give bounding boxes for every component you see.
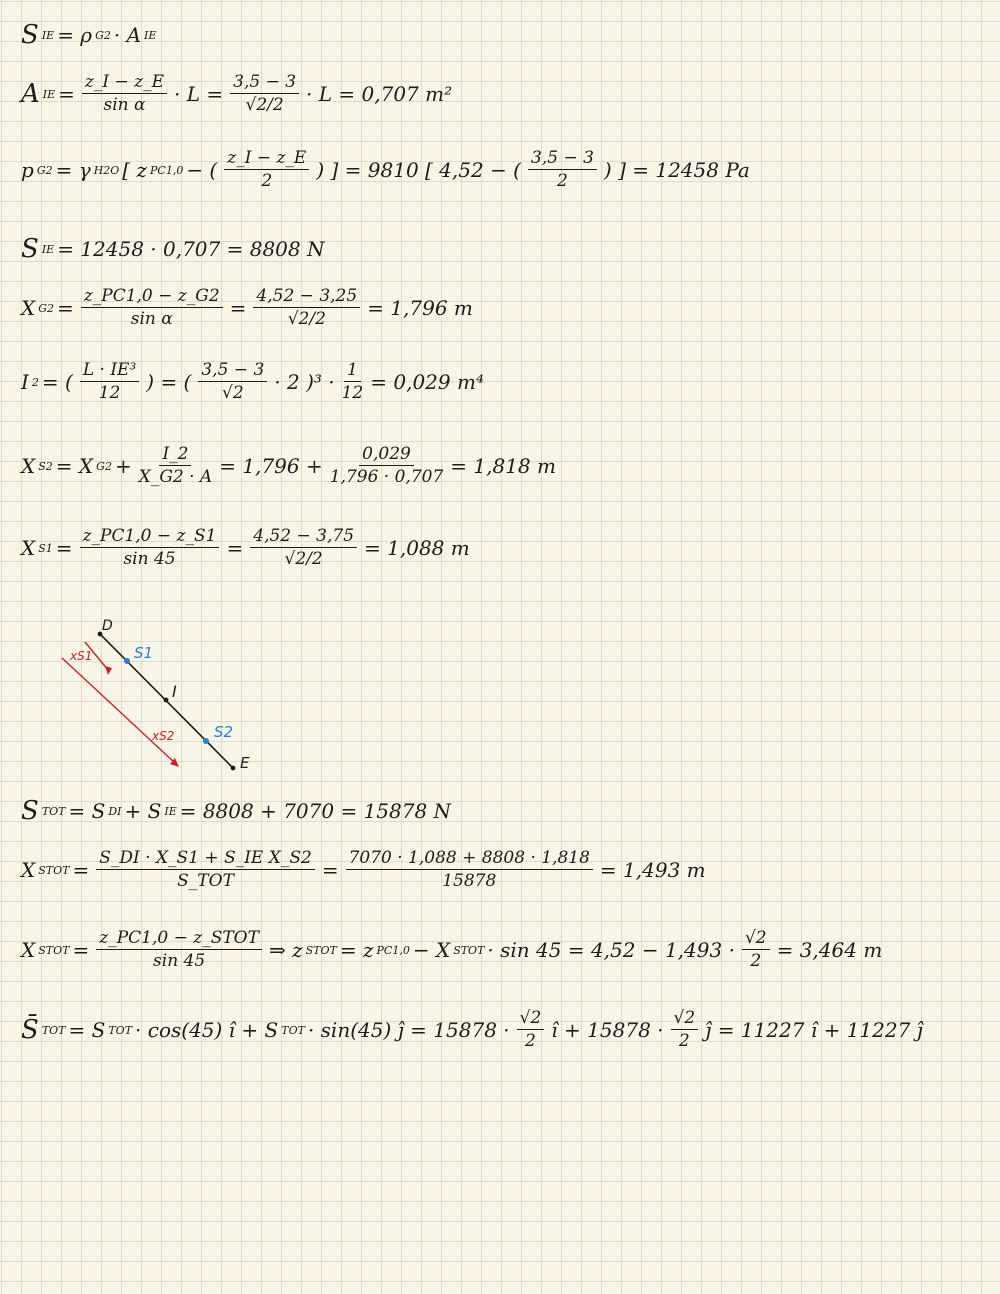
- denominator: sin 45: [123, 549, 176, 569]
- fraction: [342, 362, 364, 402]
- fraction: [81, 288, 223, 328]
- numerator: z_PC1,0 − z_G2: [81, 288, 223, 308]
- fraction: [517, 1010, 545, 1050]
- math-text: · sin 45 = 4,52 − 1,493 ·: [487, 938, 735, 962]
- numerator: √2: [517, 1010, 545, 1030]
- label-s1: S1: [134, 644, 154, 662]
- math-text: = 8808 + 7070 = 15878 N: [179, 799, 452, 823]
- denominator: sin α: [103, 95, 146, 115]
- denominator: √2/2: [284, 549, 323, 569]
- fraction: [198, 362, 267, 402]
- math-text: − X: [412, 938, 451, 962]
- subscript: G2: [96, 459, 112, 473]
- math-text: · 2 )³ ·: [274, 370, 335, 394]
- numerator: z_I − z_E: [82, 74, 167, 94]
- subscript: IE: [41, 242, 55, 256]
- math-text: X: [21, 536, 36, 560]
- math-text: =: [55, 536, 73, 560]
- math-text: = 3,464 m: [776, 938, 883, 962]
- math-text: = S: [68, 1018, 106, 1042]
- fraction: [253, 288, 360, 328]
- subscript: IE: [144, 28, 157, 42]
- equation-line: [18, 850, 709, 890]
- equation-line: [18, 930, 885, 970]
- math-text: X: [21, 454, 36, 478]
- math-text: = 12458 · 0,707 = 8808 N: [57, 237, 325, 261]
- math-text: ĵ = 11227 î + 11227 ĵ: [705, 1018, 923, 1042]
- label-xs1: xS1: [70, 649, 93, 663]
- fraction: [230, 74, 299, 114]
- denominator: 2: [557, 171, 568, 191]
- numerator: 3,5 − 3: [198, 362, 267, 382]
- numerator: z_PC1,0 − z_STOT: [96, 930, 262, 950]
- math-text: =: [229, 296, 247, 320]
- math-text: ⇒ z: [268, 938, 303, 962]
- equation-line: [18, 150, 753, 190]
- equation-line: [18, 362, 487, 402]
- fraction: [330, 446, 444, 486]
- equation-line: [18, 446, 559, 486]
- subscript: TOT: [281, 1023, 305, 1037]
- point-e: [231, 766, 236, 771]
- math-text: = z: [339, 938, 374, 962]
- arrow-xs1-head: [105, 666, 112, 675]
- subscript: STOT: [38, 943, 70, 957]
- math-text: = S: [68, 799, 106, 823]
- math-text: =: [58, 82, 75, 106]
- denominator: √2: [221, 383, 244, 403]
- fraction: [96, 850, 315, 890]
- math-text: · cos(45) î + S: [135, 1018, 279, 1042]
- math-text: S̄: [21, 1015, 39, 1045]
- numerator: 3,5 − 3: [230, 74, 299, 94]
- fraction: [139, 446, 213, 486]
- denominator: √2/2: [245, 95, 284, 115]
- plane-diagram-svg: [50, 600, 270, 785]
- fraction: [528, 150, 597, 190]
- subscript: IE: [164, 804, 177, 818]
- denominator: 12: [98, 383, 121, 403]
- label-e: E: [240, 754, 250, 772]
- fraction: [346, 850, 593, 890]
- subscript: DI: [108, 804, 122, 818]
- fraction: [80, 362, 139, 402]
- denominator: 2: [678, 1031, 690, 1051]
- math-text: X: [21, 296, 36, 320]
- label-d: D: [102, 618, 113, 634]
- numerator: 4,52 − 3,75: [250, 528, 357, 548]
- math-text: = X: [55, 454, 94, 478]
- math-text: = ρ: [57, 23, 93, 47]
- denominator: sin α: [130, 309, 173, 329]
- numerator: 7070 · 1,088 + 8808 · 1,818: [346, 850, 593, 870]
- math-text: + S: [124, 799, 162, 823]
- numerator: L · IE³: [80, 362, 139, 382]
- denominator: 2: [261, 171, 273, 191]
- denominator: √2/2: [287, 309, 326, 329]
- numerator: 0,029: [359, 446, 414, 466]
- plane-diagram: [50, 600, 270, 789]
- equation-line: [18, 74, 455, 114]
- math-text: ) ] = 9810 [ 4,52 − (: [316, 158, 521, 182]
- math-text: = 0,029 m⁴: [370, 370, 484, 394]
- denominator: 2: [525, 1031, 536, 1051]
- math-text: =: [72, 938, 90, 962]
- denominator: sin 45: [153, 951, 206, 971]
- subscript: TOT: [108, 1023, 133, 1037]
- subscript: G2: [95, 28, 111, 42]
- subscript: STOT: [38, 863, 70, 877]
- subscript: PC1,0: [376, 943, 410, 957]
- subscript: 2: [31, 375, 39, 389]
- numerator: S_DI · X_S1 + S_IE X_S2: [96, 850, 315, 870]
- math-text: =: [72, 858, 90, 882]
- equation-line: [18, 528, 473, 568]
- math-text: · A: [113, 23, 142, 47]
- denominator: 12: [341, 383, 364, 403]
- denominator: X_G2 · A: [138, 467, 213, 487]
- math-text: · L = 0,707 m²: [306, 82, 453, 106]
- denominator: S_TOT: [177, 871, 234, 891]
- fraction: [224, 150, 309, 190]
- fraction: [96, 930, 262, 970]
- numerator: √2: [671, 1010, 699, 1030]
- math-text: S: [21, 20, 39, 50]
- math-text: I: [21, 370, 29, 394]
- subscript: G2: [36, 163, 53, 177]
- numerator: 3,5 − 3: [528, 150, 597, 170]
- numerator: √2: [742, 930, 770, 950]
- math-text: · sin(45) ĵ = 15878 ·: [307, 1018, 510, 1042]
- math-text: = 1,796 +: [219, 454, 323, 478]
- math-text: =: [226, 536, 244, 560]
- math-text: = 1,493 m: [599, 858, 706, 882]
- fraction: [82, 74, 167, 114]
- math-text: ) ] = 12458 Pa: [603, 158, 750, 182]
- math-text: =: [57, 296, 74, 320]
- math-text: [ z: [122, 158, 147, 182]
- denominator: 2: [750, 951, 762, 971]
- math-text: X: [21, 858, 36, 882]
- arrow-xs2: [62, 658, 175, 763]
- subscript: STOT: [453, 943, 485, 957]
- math-text: · L =: [174, 82, 224, 106]
- label-xs2: xS2: [152, 729, 175, 743]
- math-text: − (: [186, 158, 218, 182]
- math-text: = 1,796 m: [367, 296, 473, 320]
- subscript: S2: [38, 459, 53, 473]
- numerator: I_2: [159, 446, 191, 466]
- subscript: S1: [38, 541, 53, 555]
- numerator: z_PC1,0 − z_S1: [80, 528, 220, 548]
- denominator: 1,796 · 0,707: [329, 467, 444, 487]
- math-text: î + 15878 ·: [551, 1018, 664, 1042]
- math-text: S: [21, 234, 39, 264]
- point-s1: [124, 658, 130, 664]
- math-text: p: [21, 158, 34, 182]
- math-text: = 1,088 m: [364, 536, 470, 560]
- denominator: 15878: [442, 871, 497, 891]
- point-i: [164, 698, 169, 703]
- equation-line: [18, 798, 454, 824]
- fraction: [671, 1010, 699, 1050]
- subscript: PC1,0: [150, 163, 184, 177]
- equation-line: [18, 1010, 926, 1050]
- numerator: 4,52 − 3,25: [253, 288, 360, 308]
- math-text: A: [21, 79, 40, 109]
- math-text: ) = (: [146, 370, 192, 394]
- fraction: [80, 528, 220, 568]
- subscript: IE: [41, 28, 55, 42]
- math-text: +: [114, 454, 132, 478]
- math-text: X: [21, 938, 36, 962]
- label-s2: S2: [214, 723, 234, 741]
- subscript: STOT: [305, 943, 337, 957]
- label-i: I: [172, 682, 177, 701]
- point-s2: [203, 738, 209, 744]
- math-text: S: [21, 796, 39, 826]
- math-text: = 1,818 m: [450, 454, 556, 478]
- fraction: [250, 528, 357, 568]
- subscript: TOT: [41, 1023, 66, 1037]
- equation-line: [18, 22, 156, 48]
- numerator: 1: [344, 362, 361, 382]
- subscript: H2O: [93, 163, 120, 177]
- equation-line: [18, 236, 327, 262]
- subscript: TOT: [41, 804, 66, 818]
- equation-line: [18, 288, 476, 328]
- subscript: IE: [42, 87, 56, 101]
- numerator: z_I − z_E: [224, 150, 309, 170]
- math-text: =: [321, 858, 339, 882]
- math-text: = γ: [55, 158, 91, 182]
- subscript: G2: [38, 301, 55, 315]
- fraction: [742, 930, 770, 970]
- math-text: = (: [41, 370, 73, 394]
